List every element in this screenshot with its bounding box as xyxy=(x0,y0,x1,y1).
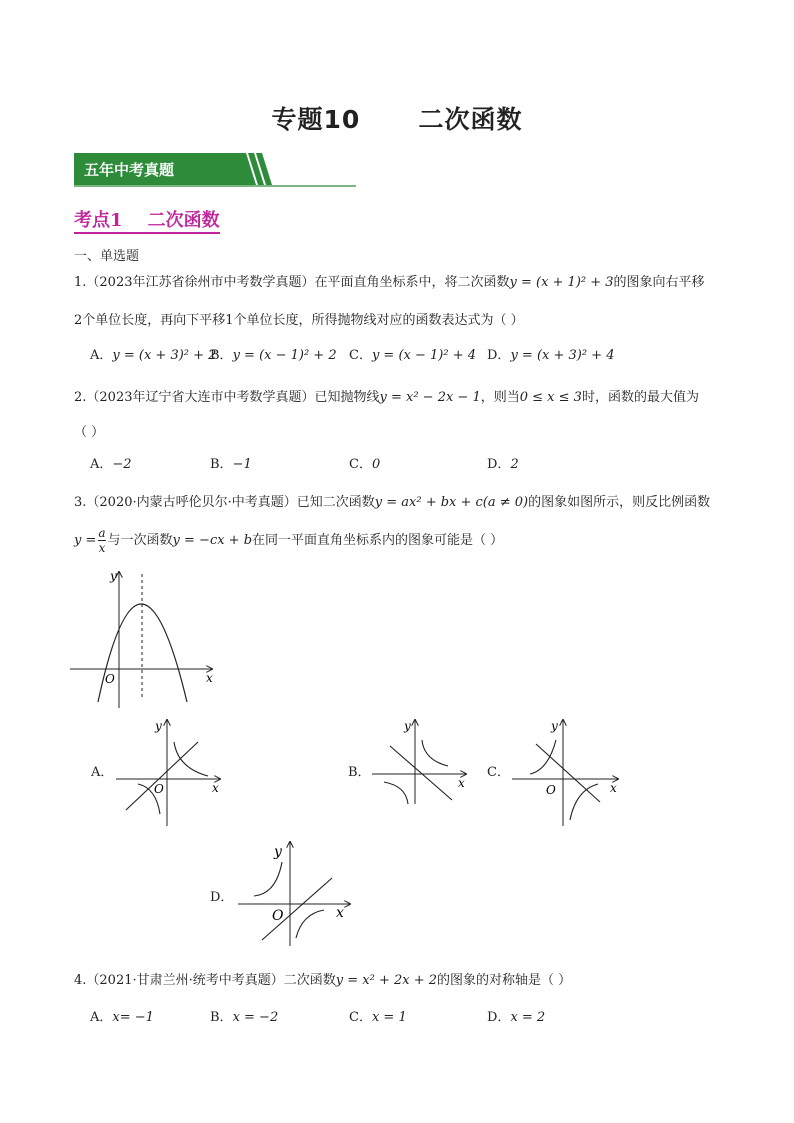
option-c[interactable]: C． xyxy=(487,765,510,780)
option-text: x = 1 xyxy=(371,1010,407,1025)
option-label: C． xyxy=(349,457,372,472)
y-axis-label: y xyxy=(155,719,162,733)
option-label: B． xyxy=(210,1010,233,1025)
x-axis-label: x xyxy=(336,905,344,921)
math-expression: y = ax² + bx + c(a ≠ 0) xyxy=(374,495,529,510)
question-text: （2021·甘肃兰州·统考中考真题）二次函数 xyxy=(86,973,336,988)
math-expression: y = (x + 1)² + 3 xyxy=(509,275,614,290)
hyperbola-branch xyxy=(530,740,556,774)
option-text: −1 xyxy=(232,457,252,472)
option-a[interactable] xyxy=(90,347,216,365)
question-3-line-1 xyxy=(74,494,710,512)
option-label: B． xyxy=(210,348,233,363)
option-b[interactable] xyxy=(210,456,252,474)
math-expression: 0 ≤ x ≤ 3 xyxy=(519,390,582,405)
section-banner xyxy=(74,153,356,187)
option-c[interactable] xyxy=(349,1009,407,1027)
option-text: y = (x + 3)² + 4 xyxy=(510,348,615,363)
math-expression: y = x² + 2x + 2 xyxy=(335,973,437,988)
question-number: 1. xyxy=(74,275,87,290)
fraction-denominator: x xyxy=(98,541,106,555)
hyperbola-branch xyxy=(296,910,324,938)
option-text: −2 xyxy=(112,457,132,472)
hyperbola-branch xyxy=(174,742,208,776)
y-axis-label: y xyxy=(551,719,558,733)
option-text: x = −2 xyxy=(232,1010,279,1025)
option-b[interactable]: B． xyxy=(348,765,371,780)
y-axis-label: y xyxy=(110,569,117,583)
question-2-line-1 xyxy=(74,389,699,407)
linear-line xyxy=(126,742,198,810)
section-heading: 考点1 二次函数 xyxy=(74,210,220,234)
option-label: A． xyxy=(90,1010,113,1025)
x-axis-label: x xyxy=(206,671,213,685)
option-a[interactable] xyxy=(90,456,132,474)
option-a[interactable]: A． xyxy=(91,765,114,780)
hyperbola-branch xyxy=(570,784,598,820)
option-d[interactable] xyxy=(487,456,519,474)
x-axis-label: x xyxy=(610,781,617,795)
option-d[interactable] xyxy=(487,347,614,365)
question-4-line-1 xyxy=(74,972,571,990)
option-label: B． xyxy=(210,457,233,472)
option-text: x= −1 xyxy=(112,1010,154,1025)
origin-label: O xyxy=(154,782,164,796)
question-1-line-2: 2个单位长度，再向下平移1个单位长度，所得抛物线对应的函数表达式为（ ） xyxy=(74,313,524,328)
option-label: A． xyxy=(90,457,113,472)
option-label: C． xyxy=(349,1010,372,1025)
option-c[interactable] xyxy=(349,347,476,365)
question-text: 在同一平面直角坐标系内的图象可能是（ ） xyxy=(252,533,504,548)
question-number: 2. xyxy=(74,390,87,405)
x-axis-label: x xyxy=(458,776,465,790)
option-c[interactable] xyxy=(349,456,380,474)
question-text: （2023年江苏省徐州市中考数学真题）在平面直角坐标系中，将二次函数 xyxy=(86,275,510,290)
fraction xyxy=(98,526,105,555)
option-text: 2 xyxy=(510,457,519,472)
option-b[interactable] xyxy=(210,347,337,365)
option-c-graph[interactable] xyxy=(508,716,626,828)
fraction-numerator: a xyxy=(98,526,106,540)
question-2-line-2: （ ） xyxy=(74,425,105,440)
option-b-graph[interactable] xyxy=(368,716,473,806)
page-title: 专题10 二次函数 xyxy=(271,105,523,134)
question-text: （2020·内蒙古呼伦贝尔·中考真题）已知二次函数 xyxy=(86,495,375,510)
question-text: （2023年辽宁省大连市中考数学真题）已知抛物线 xyxy=(86,390,380,405)
option-d[interactable] xyxy=(487,1009,545,1027)
option-d-graph[interactable] xyxy=(232,838,357,948)
question-text: ，则当 xyxy=(480,390,520,405)
origin-label: O xyxy=(546,783,556,797)
question-text: 与一次函数 xyxy=(107,533,173,548)
hyperbola-branch xyxy=(422,740,448,766)
math-expression: y = −cx + b xyxy=(172,533,253,548)
question-text: 时，函数的最大值为 xyxy=(581,390,699,405)
option-label: D． xyxy=(487,1010,511,1025)
option-label: A． xyxy=(90,348,113,363)
option-d[interactable]: D． xyxy=(210,890,234,905)
parabola-figure xyxy=(70,568,220,713)
y-axis-label: y xyxy=(274,844,282,860)
y-axis-label: y xyxy=(404,719,411,733)
question-text: 的图象如图所示，则反比例函数 xyxy=(528,495,711,510)
question-number: 4. xyxy=(74,973,87,988)
option-label: C． xyxy=(349,348,372,363)
math-expression: y = xyxy=(74,533,97,548)
hyperbola-branch xyxy=(384,782,408,804)
option-label: D． xyxy=(487,348,511,363)
question-number: 3. xyxy=(74,495,87,510)
option-text: x = 2 xyxy=(510,1010,546,1025)
question-3-line-2 xyxy=(74,526,503,555)
subsection-heading: 一、单选题 xyxy=(74,249,140,264)
option-text: y = (x + 3)² + 2 xyxy=(112,348,217,363)
option-a[interactable] xyxy=(90,1009,154,1027)
hyperbola-branch xyxy=(254,862,282,896)
question-text: 的图象的对称轴是（ ） xyxy=(437,973,572,988)
option-label: D． xyxy=(487,457,511,472)
origin-label: O xyxy=(105,672,115,686)
option-text: y = (x − 1)² + 2 xyxy=(232,348,337,363)
question-1-line-1 xyxy=(74,274,705,292)
option-b[interactable] xyxy=(210,1009,278,1027)
banner-label: 五年中考真题 xyxy=(84,161,175,179)
option-text: 0 xyxy=(371,457,381,472)
question-text: 的图象向右平移 xyxy=(613,275,705,290)
x-axis-label: x xyxy=(212,781,219,795)
linear-line xyxy=(390,746,452,800)
origin-label: O xyxy=(272,908,284,924)
option-text: y = (x − 1)² + 4 xyxy=(371,348,476,363)
math-expression: y = x² − 2x − 1 xyxy=(379,390,481,405)
option-a-graph[interactable] xyxy=(112,716,227,828)
